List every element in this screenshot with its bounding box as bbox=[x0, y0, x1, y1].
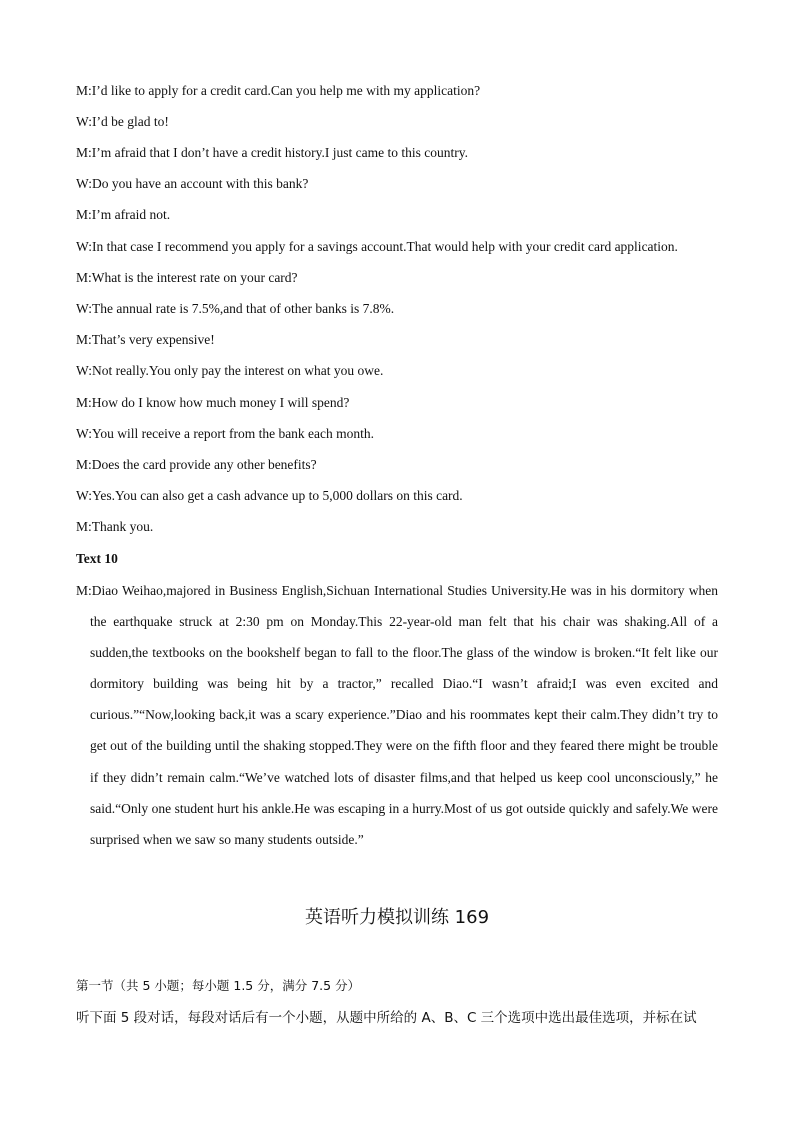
dialogue-line: W:The annual rate is 7.5%,and that of other banks is 7.8%. bbox=[76, 301, 395, 316]
dialogue-line: W:Yes.You can also get a cash advance up to 5,000 dollars on this card. bbox=[76, 488, 463, 503]
dialogue-line: M:How do I know how much money I will spend? bbox=[76, 395, 350, 410]
dialogue-line: M:Does the card provide any other benefits? bbox=[76, 457, 317, 472]
dialogue-line: W:In that case I recommend you apply for a savings account.That would help with your credit card application. bbox=[76, 239, 678, 254]
dialogue-line: M:I’m afraid that I don’t have a credit history.I just came to this country. bbox=[76, 145, 469, 160]
section-title: 英语听力模拟训练 169 bbox=[304, 907, 490, 928]
dialogue-line: W:Do you have an account with this bank? bbox=[76, 176, 309, 191]
dialogue-line: M:Thank you. bbox=[76, 519, 154, 534]
dialogue-line: W:Not really.You only pay the interest on what you owe. bbox=[76, 363, 384, 378]
dialogue-line: W:I’d be glad to! bbox=[76, 114, 169, 129]
text10-body: M:Diao Weihao,majored in Business English,Sichuan International Studies University.He was in his dormitory when the earthquake struck at 2:30 pm on Monday.This 22-year-old man felt that his chair was shaking.All of a sudden,the textbooks on the bookshelf began to fall to the floor.The glass of the window is broken.“It felt like our dormitory building was being hit by a tractor,” recalled Diao.“I wasn’t afraid;I was even excited and curious.”“Now,looking back,it was a scary experience.”Diao and his roommates kept their calm.They didn’t try to get out of the building until the shaking stopped.They were on the fifth floor and they feared there might be trouble if they didn’t remain calm.“We’ve watched lots of disaster films,and that helped us keep cool unconsciously,” he said.“Only one student hurt his ankle.He was escaping in a hurry.Most of us got outside quickly and safely.We were surprised when we saw so many students outside.” bbox=[76, 583, 718, 847]
text10-paragraph bbox=[76, 575, 718, 855]
text10-heading: Text 10 bbox=[76, 551, 118, 566]
dialogue-line: M:What is the interest rate on your card? bbox=[76, 270, 298, 285]
dialogue-line: M:I’m afraid not. bbox=[76, 207, 171, 222]
part-note: 第一节（共 5 小题；每小题 1.5 分，满分 7.5 分） bbox=[76, 978, 361, 993]
dialogue-line: M:I’d like to apply for a credit card.Can you help me with my application? bbox=[76, 83, 481, 98]
dialogue-line: W:You will receive a report from the bank each month. bbox=[76, 426, 375, 441]
dialogue-line: M:That’s very expensive! bbox=[76, 332, 215, 347]
instructions: 听下面 5 段对话，每段对话后有一个小题，从题中所给的 A、B、C 三个选项中选出最佳选项，并标在试 bbox=[76, 1010, 697, 1026]
